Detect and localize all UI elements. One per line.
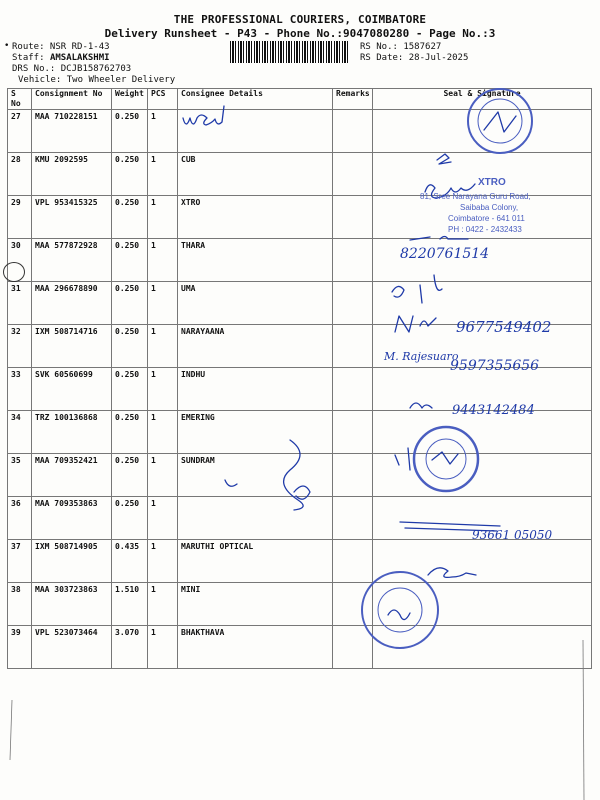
- header-consignee: Consignee Details: [178, 89, 333, 110]
- cell-consignment-no: MAA 303723863: [32, 583, 112, 626]
- cell-weight: 0.250: [112, 454, 148, 497]
- edge-mark: [10, 700, 12, 760]
- cell-weight: 1.510: [112, 583, 148, 626]
- header-remarks: Remarks: [333, 89, 373, 110]
- cell-consignment-no: MAA 709353863: [32, 497, 112, 540]
- cell-sno: 37: [8, 540, 32, 583]
- cell-consignee: NARAYAANA: [178, 325, 333, 368]
- cell-sno: 31: [8, 282, 32, 325]
- chetana-stamp: [362, 572, 438, 648]
- xtro-stamp-name: XTRO: [478, 177, 506, 188]
- header-weight: Weight: [112, 89, 148, 110]
- cell-consignee: BHAKTHAVA: [178, 626, 333, 669]
- cell-weight: 0.250: [112, 282, 148, 325]
- cell-consignee: UMA: [178, 282, 333, 325]
- cell-consignment-no: MAA 296678890: [32, 282, 112, 325]
- xtro-stamp-line1: 81, Sree Narayana Guru Road,: [420, 192, 531, 201]
- cell-consignment-no: SVK 60560699: [32, 368, 112, 411]
- cell-consignee: XTRO: [178, 196, 333, 239]
- cell-weight: 0.250: [112, 239, 148, 282]
- cell-consignment-no: VPL 523073464: [32, 626, 112, 669]
- scribble-row36: [225, 480, 310, 499]
- header-pcs: PCS: [148, 89, 178, 110]
- handwritten-phone-row37: 93661 05050: [472, 528, 553, 542]
- staff-value: AMSALAKSHMI: [49, 53, 110, 63]
- cell-consignment-no: MAA 710228151: [32, 110, 112, 153]
- header-consignment: Consignment No: [32, 89, 112, 110]
- cell-weight: 0.435: [112, 540, 148, 583]
- vehicle-line: Vehicle: Two Wheeler Delivery: [18, 75, 176, 85]
- cell-sno: 29: [8, 196, 32, 239]
- cell-sno: 39: [8, 626, 32, 669]
- handwritten-phone-row30: 8220761514: [400, 246, 490, 262]
- cell-consignment-no: IXM 508714905: [32, 540, 112, 583]
- cell-pcs: 1: [148, 497, 178, 540]
- cell-pcs: 1: [148, 540, 178, 583]
- route-line: Route: NSR RD-1-43: [12, 42, 110, 52]
- document-title: THE PROFESSIONAL COURIERS, COIMBATORE: [173, 13, 427, 26]
- cell-sno: 34: [8, 411, 32, 454]
- handwritten-phone-row32: 9677549402: [456, 318, 552, 336]
- cell-consignment-no: MAA 709352421: [32, 454, 112, 497]
- cell-sno: 32: [8, 325, 32, 368]
- cell-pcs: 1: [148, 153, 178, 196]
- cell-pcs: 1: [148, 239, 178, 282]
- cell-pcs: 1: [148, 282, 178, 325]
- signature-row38: [428, 568, 476, 578]
- cell-sno: 38: [8, 583, 32, 626]
- cell-consignment-no: VPL 953415325: [32, 196, 112, 239]
- cell-sno: 28: [8, 153, 32, 196]
- cell-sno: 30: [8, 239, 32, 282]
- rs-date: RS Date: 28-Jul-2025: [360, 53, 469, 63]
- edge-line: [583, 640, 584, 800]
- signature-row31: [392, 275, 442, 303]
- drs-line: DRS No.: DCJB158762703: [12, 64, 132, 74]
- xtro-stamp-phone: PH : 0422 - 2432433: [448, 225, 522, 234]
- cell-consignment-no: MAA 577872928: [32, 239, 112, 282]
- cell-weight: 0.250: [112, 153, 148, 196]
- handwritten-phone-row34: 9443142484: [452, 403, 535, 418]
- cell-pcs: 1: [148, 454, 178, 497]
- cell-weight: 0.250: [112, 368, 148, 411]
- rs-number: RS No.: 1587627: [360, 42, 442, 52]
- cell-pcs: 1: [148, 368, 178, 411]
- cell-consignee: MARUTHI OPTICAL: [178, 540, 333, 583]
- cell-sno: 36: [8, 497, 32, 540]
- cell-sno: 33: [8, 368, 32, 411]
- staff-label: Staff:: [12, 53, 45, 63]
- cell-pcs: 1: [148, 110, 178, 153]
- bullet-mark: •: [4, 41, 10, 51]
- header-seal: Seal & Signature: [373, 89, 592, 110]
- cell-consignment-no: IXM 508714716: [32, 325, 112, 368]
- cell-sno: 35: [8, 454, 32, 497]
- round-seal-row35: [414, 427, 478, 491]
- handwritten-name-row33: M. Rajesuaro: [384, 350, 459, 363]
- cell-weight: 0.250: [112, 196, 148, 239]
- cell-weight: 0.250: [112, 411, 148, 454]
- signature-row34: [410, 403, 432, 408]
- cell-pcs: 1: [148, 626, 178, 669]
- xtro-stamp-line3: Coimbatore - 641 011: [448, 214, 525, 223]
- cell-consignee: CUB: [178, 153, 333, 196]
- header-sno: S No: [8, 89, 32, 110]
- cell-pcs: 1: [148, 325, 178, 368]
- cell-consignee: THARA: [178, 239, 333, 282]
- xtro-stamp-line2: Saibaba Colony,: [460, 203, 519, 212]
- cell-pcs: 1: [148, 583, 178, 626]
- cell-sno: 27: [8, 110, 32, 153]
- document-subtitle: Delivery Runsheet - P43 - Phone No.:9047080280 - Page No.:3: [104, 27, 496, 40]
- cell-consignment-no: TRZ 100136868: [32, 411, 112, 454]
- cell-consignee: MINI: [178, 583, 333, 626]
- cell-weight: 0.250: [112, 110, 148, 153]
- cell-pcs: 1: [148, 411, 178, 454]
- cell-weight: 0.250: [112, 497, 148, 540]
- signature-row28: [437, 154, 451, 164]
- cell-consignee: EMERING: [178, 411, 333, 454]
- cell-weight: 0.250: [112, 325, 148, 368]
- cell-consignee: SUNDRAM: [178, 454, 333, 497]
- healwell-stamp: [468, 89, 532, 153]
- signature-row35: [395, 448, 410, 470]
- cell-consignment-no: KMU 2092595: [32, 153, 112, 196]
- signature-row27: [183, 106, 224, 125]
- cell-pcs: 1: [148, 196, 178, 239]
- cell-weight: 3.070: [112, 626, 148, 669]
- cell-consignee: INDHU: [178, 368, 333, 411]
- handwritten-phone-row33: 9597355656: [450, 358, 540, 374]
- signature-row30: [410, 237, 468, 241]
- signature-row32: [395, 316, 436, 332]
